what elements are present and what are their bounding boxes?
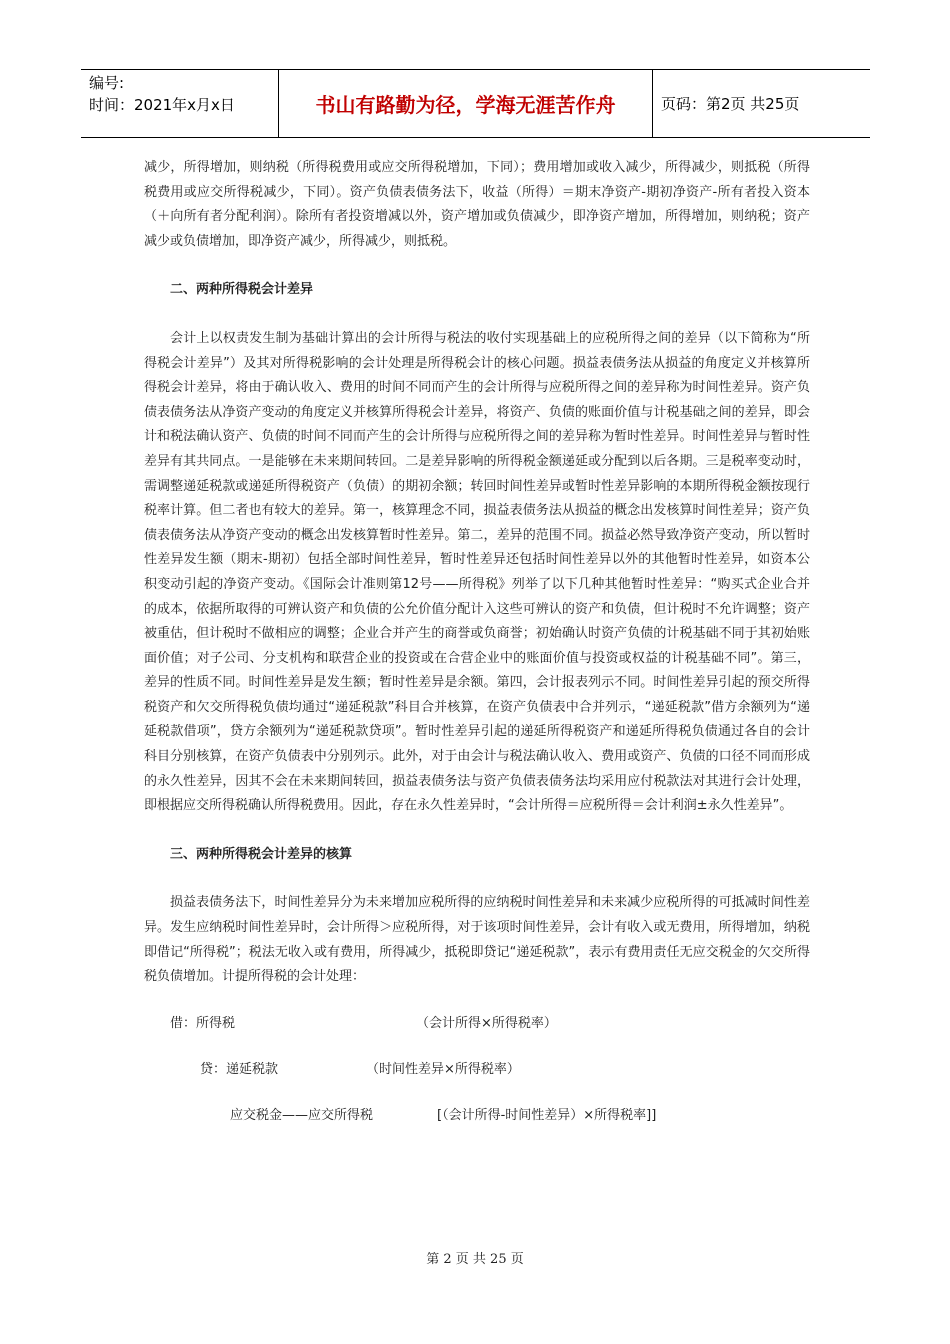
entry-debit-account: 借：所得税 [170,1015,236,1031]
journal-entry-credit-2 [144,1104,810,1128]
entry-debit-formula: （会计所得×所得税率） [416,1015,557,1031]
paragraph-3: 损益表债务法下，时间性差异分为未来增加应税所得的应纳税时间性差异和未来减少应税所得的可抵减时间性差异。发生应纳税时间性差异时，会计所得＞应税所得，对于该项时间性差异，会计有收入或无费用，所得增加，纳税即借记“所得税”；税法无收入或有费用，所得减少，抵税即贷记“递延税款”，表示有费用责任无应交税金的欠交所得税负债增加。计提所得税的会计处理： [144,895,810,985]
document-time-label: 时间：2021年x月x日 [89,96,235,114]
entry-credit-account-1: 贷：递延税款 [200,1061,279,1077]
paragraph-2: 会计上以权责发生制为基础计算出的会计所得与税法的收付实现基础上的应税所得之间的差异（以下简称为“所得税会计差异”）及其对所得税影响的会计处理是所得税会计的核心问题。损益表债务法从损益的角度定义并核算所得税会计差异，将由于确认收入、费用的时间不同而产生的会计所得与应税所得之间的差异称为时间性差异。资产负债表债务法从净资产变动的角度定义并核算所得税会计差异，将资产、负债的账面价值与计税基础之间的差异，即会计和税法确认资产、负债的时间不同而产生的会计所得与应税所得之间的差异称为暂时性差异。时间性差异与暂时性差异有其共同点。一是能够在未来期间转回。二是差异影响的所得税金额递延或分配到以后各期。三是税率变动时，需调整递延税款或递延所得税资产（负债）的期初余额；转回时间性差异或暂时性差异影响的本期所得税金额按现行税率计算。但二者也有较大的差异。第一，核算理念不同，损益表债务法从损益的概念出发核算时间性差异；资产负债表债务法从净资产变动的概念出发核算暂时性差异。第二，差异的范围不同。损益必然导致净资产变动，所以暂时性差异发生额（期末-期初）包括全部时间性差异，暂时性差异还包括时间性差异以外的其他暂时性差异，如资本公积变动引起的净资产变动。《国际会计准则第12号——所得税》列举了以下几种其他暂时性差异：“购买式企业合并的成本，依据所取得的可辨认资产和负债的公允价值分配计入这些可辨认的资产和负债，但计税时不允许调整；资产被重估，但计税时不做相应的调整；企业合并产生的商誉或负商誉；初始确认时资产负债的计税基础不同于其初始账面价值；对子公司、分支机构和联营企业的投资或在合营企业中的账面价值与投资或权益的计税基础不同”。第三，差异的性质不同。时间性差异是发生额；暂时性差异是余额。第四，会计报表列示不同。时间性差异引起的预交所得税资产和欠交所得税负债均通过“递延税款”科目合并核算，在资产负债表中合并列示，“递延税款”借方余额列为“递延税款借项”，贷方余额列为“递延税款贷项”。暂时性差异引起的递延所得税资产和递延所得税负债通过各自的会计科目分别核算，在资产负债表中分别列示。此外，对于由会计与税法确认收入、费用或资产、负债的口径不同而形成的永久性差异，因其不会在未来期间转回，损益表债务法与资产负债表债务法均采用应付税款法对其进行会计处理，即根据应交所得税确认所得税费用。因此，存在永久性差异时，“会计所得＝应税所得＝会计利润±永久性差异”。 [144,330,810,814]
entry-credit-account-2: 应交税金——应交所得税 [230,1107,374,1123]
page-footer: 第 2 页 共 25 页 [426,1252,524,1267]
entry-credit-formula-1: （时间性差异×所得税率） [366,1061,520,1077]
journal-entry-credit-1 [144,1058,810,1082]
entry-credit-formula-2: [（会计所得-时间性差异）×所得税率]] [437,1107,657,1123]
journal-entry-debit [144,1012,810,1036]
header-page-label: 页码：第2页 共25页 [661,95,800,113]
section-heading-2: 二、两种所得税会计差异 [170,282,314,298]
section-heading-3: 三、两种所得税会计差异的核算 [170,846,353,862]
document-body [144,156,810,1128]
document-number-label: 编号: [89,74,125,92]
paragraph-1: 减少，所得增加，则纳税（所得税费用或应交所得税增加，下同）；费用增加或收入减少，所得减少，则抵税（所得税费用或应交所得税减少，下同）。资产负债表债务法下，收益（所得）＝期末净资产-期初净资产-所有者投入资本（＋向所有者分配利润）。除所有者投资增减以外，资产增加或负债减少，即净资产增加，所得增加，则纳税；资产减少或负债增加，即净资产减少，所得减少，则抵税。 [144,160,810,249]
header-motto: 书山有路勤为径，学海无涯苦作舟 [279,70,653,137]
page-header [81,69,870,138]
header-left-cell [81,70,279,137]
